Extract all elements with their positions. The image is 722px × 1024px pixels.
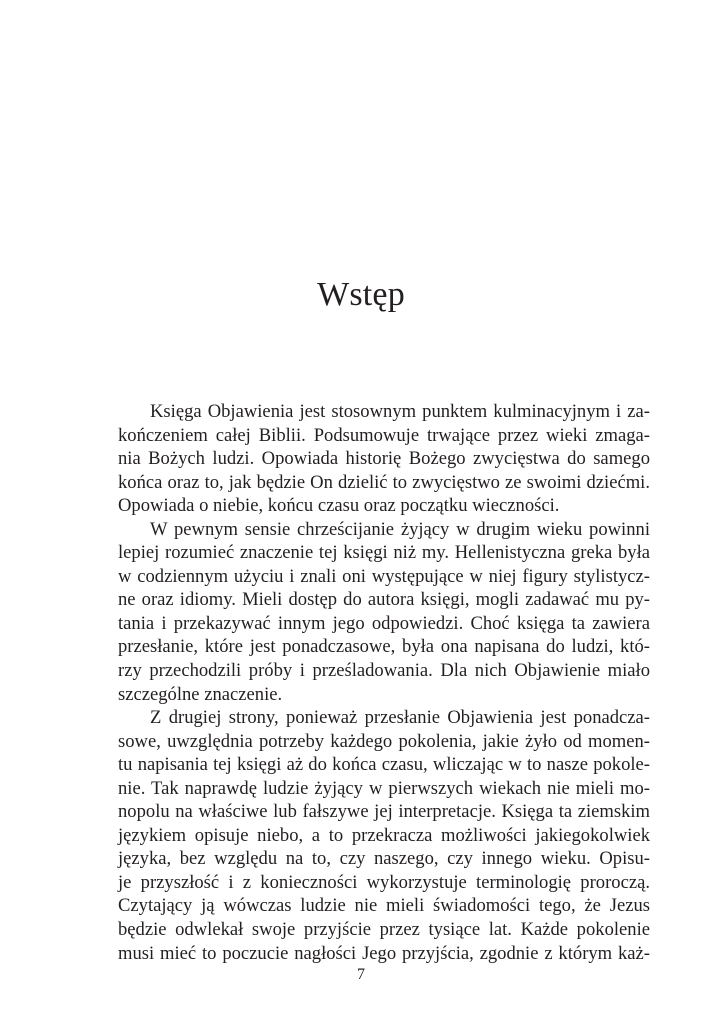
paragraph-2-line: rzy przechodzili próby i prześladowania. Dla nich Objawienie miało (118, 660, 650, 682)
chapter-title: Wstęp (317, 276, 405, 313)
paragraph-3-line: musi mieć to poczucie nagłości Jego przyjścia, zgodnie z którym każ- (118, 942, 650, 964)
paragraph-3-line: Z drugiej strony, ponieważ przesłanie Objawienia jest ponadcza- (150, 707, 650, 729)
page-number: 7 (357, 966, 365, 983)
paragraph-3-line: nopolu na właściwe lub fałszywe jej interpretacje. Księga ta ziemskim (118, 801, 650, 823)
paragraph-3-line: językiem opisuje niebo, a to przekracza możliwości jakiegokolwiek (118, 824, 650, 846)
paragraph-1-line: nia Bożych ludzi. Opowiada historię Bożego zwycięstwa do samego (118, 448, 650, 470)
paragraph-2-line: przesłanie, które jest ponadczasowe, była ona napisana do ludzi, któ- (118, 636, 650, 658)
paragraph-1-line: końca oraz to, jak będzie On dzielić to zwycięstwo ze swoimi dziećmi. (118, 471, 650, 493)
paragraph-3-line: będzie odwlekał swoje przyjście przez tysiące lat. Każde pokolenie (118, 919, 650, 941)
paragraph-1-line: kończeniem całej Biblii. Podsumowuje trwające przez wieki zmaga- (118, 424, 650, 446)
paragraph-1-line: Księga Objawienia jest stosownym punktem kulminacyjnym i za- (150, 401, 650, 422)
paragraph-3-line: Czytający ją wówczas ludzie nie mieli świadomości tego, że Jezus (118, 895, 650, 917)
paragraph-2-line: lepiej rozumieć znaczenie tej księgi niż my. Hellenistyczna greka była (118, 542, 650, 564)
paragraph-1-line: Opowiada o niebie, końcu czasu oraz początku wieczności. (118, 495, 560, 517)
paragraph-3-line: języka, bez względu na to, czy naszego, czy innego wieku. Opisu- (118, 848, 650, 870)
paragraph-2-line: w codziennym użyciu i znali oni występujące w niej figury stylistycz- (118, 565, 650, 587)
paragraph-2-line: szczególne znaczenie. (118, 683, 283, 705)
chapter-body (118, 400, 650, 965)
paragraph-2-line: ne oraz idiomy. Mieli dostęp do autora księgi, mogli zadawać mu py- (118, 589, 650, 611)
paragraph-3-line: nie. Tak naprawdę ludzie żyjący w pierwszych wiekach nie mieli mo- (118, 777, 650, 799)
paragraph-3-line: tu napisania tej księgi aż do końca czasu, wliczając w to nasze pokole- (118, 754, 650, 776)
paragraph-3-line: je przyszłość i z konieczności wykorzystuje terminologię proroczą. (118, 871, 650, 893)
paragraph-2-line: tania i przekazywać innym jego odpowiedzi. Choć księga ta zawiera (118, 612, 650, 634)
paragraph-2-line: W pewnym sensie chrześcijanie żyjący w drugim wieku powinni (150, 518, 650, 540)
paragraph-3-line: sowe, uwzględnia potrzeby każdego pokolenia, jakie żyło od momen- (118, 730, 650, 752)
